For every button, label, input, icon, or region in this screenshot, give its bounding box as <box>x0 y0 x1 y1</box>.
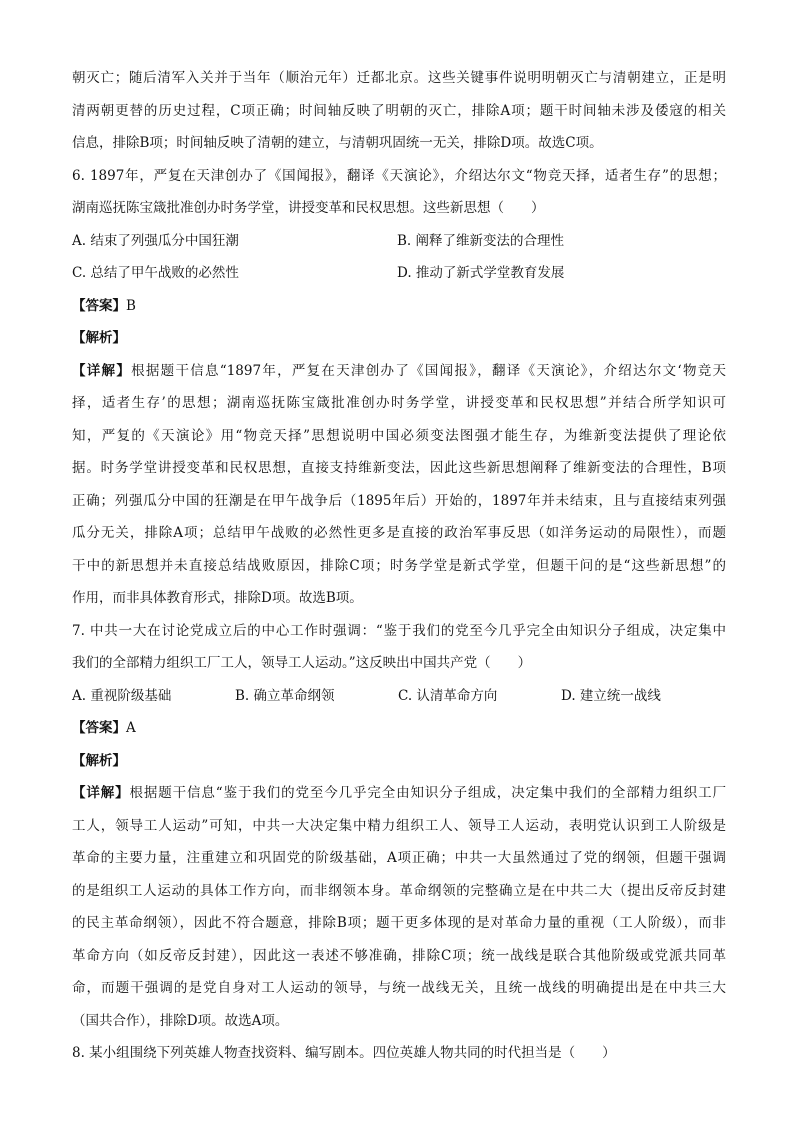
option-b: B. 确立革命纲领 <box>235 687 335 704</box>
detail-line: 命，而题干强调的是党自身对工人运动的领导，与统一战线无关，且统一战线的明确提出是在中共三大 <box>72 980 726 996</box>
detail-line: 的是组织工人运动的具体工作方向，而非纲领本身。革命纲领的完整确立是在中共二大（提出反帝反封建 <box>72 882 726 899</box>
document-page <box>72 62 726 1070</box>
detail-explanation <box>72 355 726 615</box>
question-stem-line: 6. 1897年，严复在天津创办了《国闻报》，翻译《天演论》，介绍达尔文“物竞天择，适者生存”的思想； <box>72 167 726 184</box>
detail-line: 工人，领导工人运动”可知，中共一大决定集中精力组织工人、领导工人运动，表明党认识到工人阶级是 <box>72 817 726 834</box>
detail-line: 瓜分无关，排除A项；总结甲午战败的必然性更多是直接的政治军事反思（如洋务运动的局限性），而题 <box>72 525 726 541</box>
detail-line: 择，适者生存’的思想；湖南巡抚陈宝箴批准创办时务学堂，讲授变革和民权思想”并结合所学知识可 <box>72 395 726 411</box>
option-c: C. 认清革命方向 <box>398 687 498 704</box>
option-c: C. 总结了甲午战败的必然性 <box>72 265 239 281</box>
detail-line: 干中的新思想并未直接总结战败原因，排除C项；时务学堂是新式学堂，但题干问的是“这些新思想”的 <box>72 557 726 574</box>
question-stem-line: 我们的全部精力组织工厂工人，领导工人运动。”这反映出中国共产党（ ） <box>72 655 532 671</box>
answer-label: 【答案】 <box>72 720 126 736</box>
detail-line: 作用，而非具体教育形式，排除D项。故选B项。 <box>72 590 363 606</box>
detail-line: 据。时务学堂讲授变革和民权思想，直接支持维新变法，因此这些新思想阐释了维新变法的合理性，B项 <box>72 460 726 476</box>
analysis-label: 【解析】 <box>72 752 126 769</box>
question-7 <box>72 615 726 1038</box>
option-a: A. 重视阶级基础 <box>72 687 172 704</box>
question-6 <box>72 160 726 615</box>
detail-explanation <box>72 777 726 1037</box>
detail-line: 知，严复的《天演论》用“物竞天择”思想说明中国必须变法图强才能生存，为维新变法提供了理论依 <box>72 427 726 444</box>
detail-line: 革命的主要力量，注重建立和巩固党的阶级基础，A项正确；中共一大虽然通过了党的纲领，但题干强调 <box>72 850 726 866</box>
analysis-label: 【解析】 <box>72 330 126 346</box>
detail-line: （国共合作），排除D项。故选A项。 <box>72 1012 289 1029</box>
option-d: D. 建立统一战线 <box>561 687 661 704</box>
option-row <box>72 257 726 290</box>
question-stem-line: 7. 中共一大在讨论党成立后的中心工作时强调：“鉴于我们的党至今几乎完全由知识分子组成，决定集中 <box>72 622 726 639</box>
text-line: 朝灭亡；随后清军入关并于当年（顺治元年）迁都北京。这些关键事件说明明朝灭亡与清朝建立，正是明 <box>72 70 726 86</box>
option-row <box>72 680 726 713</box>
detail-line: 的民主革命纲领），因此不符合题意，排除B项；题干更多体现的是对革命力量的重视（工人阶级），而非 <box>72 915 726 931</box>
answer-line <box>72 290 726 323</box>
detail-line: 正确；列强瓜分中国的狂潮是在甲午战争后（1895年后）开始的，1897年并未结束，且与直接结束列强 <box>72 492 726 509</box>
option-row <box>72 225 726 258</box>
question-8 <box>72 1037 726 1070</box>
detail-line: 革命方向（如反帝反封建），因此这一表述不够准确，排除C项；统一战线是联合其他阶级或党派共同革 <box>72 947 726 964</box>
detail-label: 【详解】 <box>72 785 130 801</box>
detail-line: 【详解】根据题干信息“鉴于我们的党至今几乎完全由知识分子组成，决定集中我们的全部精力组织工厂 <box>72 785 727 801</box>
answer-value: A <box>126 720 136 736</box>
answer-value: B <box>126 297 136 314</box>
answer-label: 【答案】 <box>72 297 126 314</box>
text-line: 清两朝更替的历史过程，C项正确；时间轴反映了明朝的灭亡，排除A项；题干时间轴未涉及倭寇的相关 <box>72 102 726 119</box>
option-b: B. 阐释了维新变法的合理性 <box>397 232 565 249</box>
answer-line <box>72 712 726 745</box>
question-stem-line: 湖南巡抚陈宝箴批准创办时务学堂，讲授变革和民权思想。这些新思想（ ） <box>72 200 545 216</box>
previous-answer-explanation <box>72 62 726 160</box>
detail-line: 【详解】根据题干信息“1897年，严复在天津创办了《国闻报》，翻译《天演论》，介绍达尔文‘物竞天 <box>72 362 727 379</box>
text-line: 信息，排除B项；时间轴反映了清朝的建立，与清朝巩固统一无关，排除D项。故选C项。 <box>72 135 603 151</box>
detail-label: 【详解】 <box>72 362 132 379</box>
option-d: D. 推动了新式学堂教育发展 <box>397 265 565 281</box>
question-stem-line: 8. 某小组围绕下列英雄人物查找资料、编写剧本。四位英雄人物共同的时代担当是（ ） <box>72 1045 616 1061</box>
option-a: A. 结束了列强瓜分中国狂潮 <box>72 232 239 249</box>
